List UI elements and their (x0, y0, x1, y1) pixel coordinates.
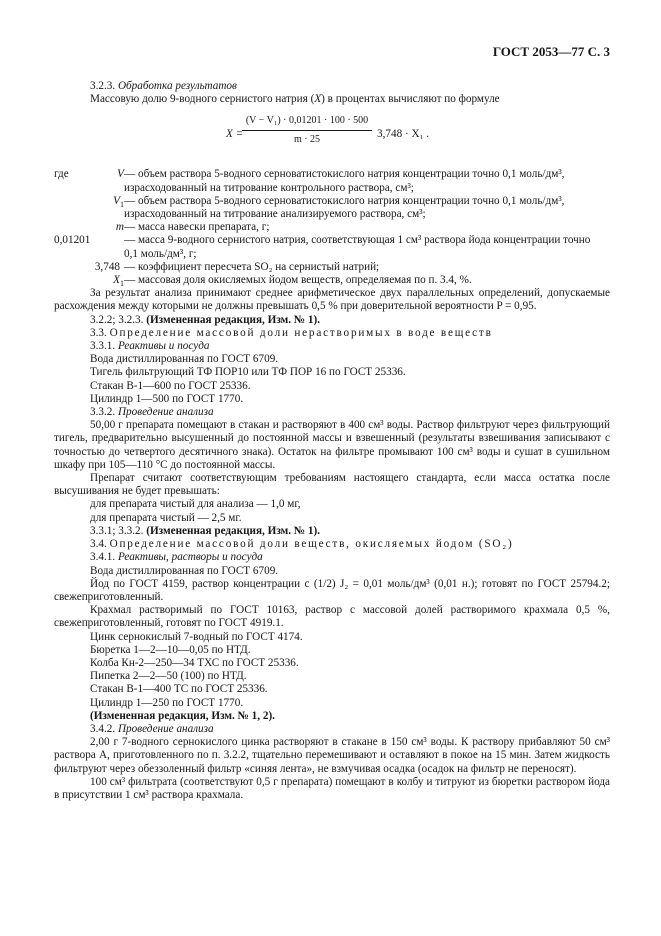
section-3-3-2-heading (54, 406, 610, 419)
formula-numerator: (V − V₁) · 0,01201 · 100 · 500 (242, 114, 372, 130)
list-item: Пипетка 2—2—50 (100) по НТД. (90, 670, 247, 683)
intro-text-a: Массовую долю 9-водного сернистого натрия ( (90, 93, 315, 106)
definition-row (54, 261, 606, 274)
definition-text: — объем раствора 5-водного серноватистокислого натрия концентрации точно 0,1 моль/дм³, израсходованный на титрование анализируемого раствора, см³; (124, 194, 565, 221)
list-item: Стакан В-1—400 ТС по ГОСТ 25336. (90, 683, 268, 696)
revision-text: (Измененная редакция, Изм. № 1). (146, 524, 321, 537)
result-paragraph: За результат анализа принимают среднее арифметическое двух параллельных определений, допускаемые расхождения между которыми не должны превышать 0,5 % при доверительной вероятности P = 0,95. (54, 287, 610, 313)
section-title: Реактивы, растворы и посуда (117, 551, 263, 564)
equipment-list-3-4-1 (54, 631, 610, 710)
list-item: Цинк сернокислый 7-водный по ГОСТ 4174. (90, 630, 303, 643)
definition-symbol (76, 221, 124, 234)
definition-row (54, 221, 606, 234)
formula-intro (54, 93, 610, 106)
symbol-letter: X (113, 274, 120, 287)
section-number: 3.4.2. (90, 722, 116, 735)
section-3-4-heading (54, 538, 610, 551)
section-3-4-2-heading (54, 723, 610, 736)
definition-symbol (76, 168, 124, 194)
section-number: 3.4. (90, 538, 107, 551)
section-number: 3.4.1. (90, 551, 116, 564)
revision-text: (Измененная редакция, Изм. № 1). (146, 313, 321, 326)
section-title: Проведение анализа (117, 722, 214, 735)
definition-row (54, 234, 606, 260)
section-number: 3.3.2. (90, 406, 116, 419)
page-content (54, 80, 610, 802)
page-header: ГОСТ 2053—77 С. 3 (492, 44, 610, 59)
definition-row (54, 168, 606, 194)
definition-lead: где (54, 168, 69, 181)
limit-list (54, 498, 610, 524)
section-title: Реактивы и посуда (117, 340, 210, 353)
section-title: Определение массовой доли веществ, окисляемых йодом (SO₂) (109, 538, 514, 551)
definition-lead: 3,748 (94, 260, 120, 273)
section-number: 3.3.1. (90, 340, 116, 353)
section-3-3-heading (54, 327, 610, 340)
formula (54, 112, 610, 158)
section-number: 3.3. (90, 326, 107, 339)
formula-fraction (242, 114, 372, 145)
symbol-letter: m (115, 221, 124, 234)
list-item: для препарата чистый для анализа — 1,0 мг, (90, 498, 301, 511)
section-3-4-1-heading (54, 551, 610, 564)
formula-denominator: m · 25 (293, 133, 321, 145)
list-item: Стакан В-1—600 по ГОСТ 25336. (90, 379, 251, 392)
formula-tail: 3,748 · X₁ . (377, 128, 430, 141)
definition-text: — коэффициент пересчета SO₂ на сернистый натрий; (124, 260, 380, 273)
symbol-subscript: 1 (120, 200, 124, 210)
intro-text-b: ) в процентах вычисляют по формуле (321, 93, 500, 106)
section-3-3-1-heading (54, 340, 610, 353)
revision-refs: 3.3.1; 3.3.2. (90, 524, 144, 537)
reagent-list-3-3-1 (54, 353, 610, 406)
section-3-2-3-heading (54, 80, 610, 93)
definition-lead: 0,01201 (54, 234, 91, 247)
definition-text: — масса навески препарата, г; (124, 221, 270, 234)
symbol-letter: V (117, 168, 124, 181)
list-item: Цилиндр 1—250 по ГОСТ 1770. (90, 696, 244, 709)
criteria-paragraph: Препарат считают соответствующим требованиям настоящего стандарта, если масса остатка после высушивания не будет превышать: (54, 472, 610, 498)
definition-text: — объем раствора 5-водного серноватистокислого натрия концентрации точно 0,1 моль/дм³, израсходованный на титрование контрольного раствора, см³; (124, 168, 565, 194)
list-item: Цилиндр 1—500 по ГОСТ 1770. (90, 392, 244, 405)
definition-symbol (76, 195, 124, 221)
symbol-subscript: 1 (120, 279, 124, 289)
list-item: Вода дистиллированная по ГОСТ 6709. (90, 353, 279, 366)
section-title: Определение массовой доли нерастворимых в воде веществ (109, 326, 493, 339)
list-item: для препарата чистый — 2,5 мг. (90, 511, 242, 524)
intro-variable: X (314, 93, 322, 106)
formula-lhs: X = (226, 128, 244, 141)
procedure-paragraph: 50,00 г препарата помещают в стакан и растворяют в 400 см³ воды. Раствор фильтруют через фильтрующий тигель, предварительно высушенный до постоянной массы и взвешенный (результаты взвешивания записывают с точностью до четвертого десятичного знака). Остаток на фильтре промывают 100 см³ воды и сушат в сушильном шкафу при 105—110 °С до постоянной массы. (54, 419, 610, 471)
reagent-water: Вода дистиллированная по ГОСТ 6709. (90, 564, 279, 577)
list-item: Бюретка 1—2—10—0,05 по НТД. (90, 643, 251, 656)
definition-row (54, 274, 606, 287)
revision-note (54, 525, 610, 538)
section-title: Проведение анализа (117, 406, 214, 419)
reagent-iodine: Йод по ГОСТ 4159, раствор концентрации c (1/2) J₂ = 0,01 моль/дм³ (0,01 н.); готовят по ГОСТ 25794.2; свежеприготовленный. (54, 577, 610, 603)
revision-refs: 3.2.2; 3.2.3. (90, 313, 144, 326)
section-title: Обработка результатов (117, 80, 237, 92)
list-item: Колба Кн-2—250—34 ТХС по ГОСТ 25336. (90, 656, 299, 669)
definition-lead (54, 221, 76, 234)
definition-symbol (76, 274, 124, 287)
definition-text: — масса 9-водного сернистого натрия, соответствующая 1 см³ раствора йода концентрации точно 0,1 моль/дм³, г; (124, 234, 591, 260)
definition-lead (54, 195, 76, 221)
list-item: Тигель фильтрующий ТФ ПОР10 или ТФ ПОР 16 по ГОСТ 25336. (90, 366, 406, 379)
revision-note: (Измененная редакция, Изм. № 1, 2). (90, 709, 275, 722)
section-number: 3.2.3. (90, 80, 116, 92)
procedure-paragraph: 2,00 г 7-водного сернокислого цинка растворяют в стакане в 150 см³ воды. К раствору прибавляют 50 см³ раствора А, приготовленного по п. 3.2.2, тщательно перемешивают и оставляют в покое на 15 мин. Затем жидкость фильтруют через обеззоленный фильтр «синяя лента», не взмучивая осадка (осадок на фильтр не переносят). (54, 736, 610, 775)
variable-definitions (54, 168, 606, 287)
definition-row (54, 195, 606, 221)
revision-note (54, 314, 610, 327)
definition-lead (54, 274, 76, 287)
symbol-letter: V (113, 194, 120, 207)
definition-text: — массовая доля окисляемых йодом веществ, определяемая по п. 3.4, %. (124, 274, 472, 287)
reagent-starch: Крахмал растворимый по ГОСТ 10163, раствор с массовой долей растворимого крахмала 0,5 %, свежеприготовленный, готовят по ГОСТ 4919.1. (54, 604, 610, 630)
titration-paragraph: 100 см³ фильтрата (соответствуют 0,5 г препарата) помещают в колбу и титруют из бюретки раствором йода в присутствии 1 см³ раствора крахмала. (54, 775, 610, 801)
